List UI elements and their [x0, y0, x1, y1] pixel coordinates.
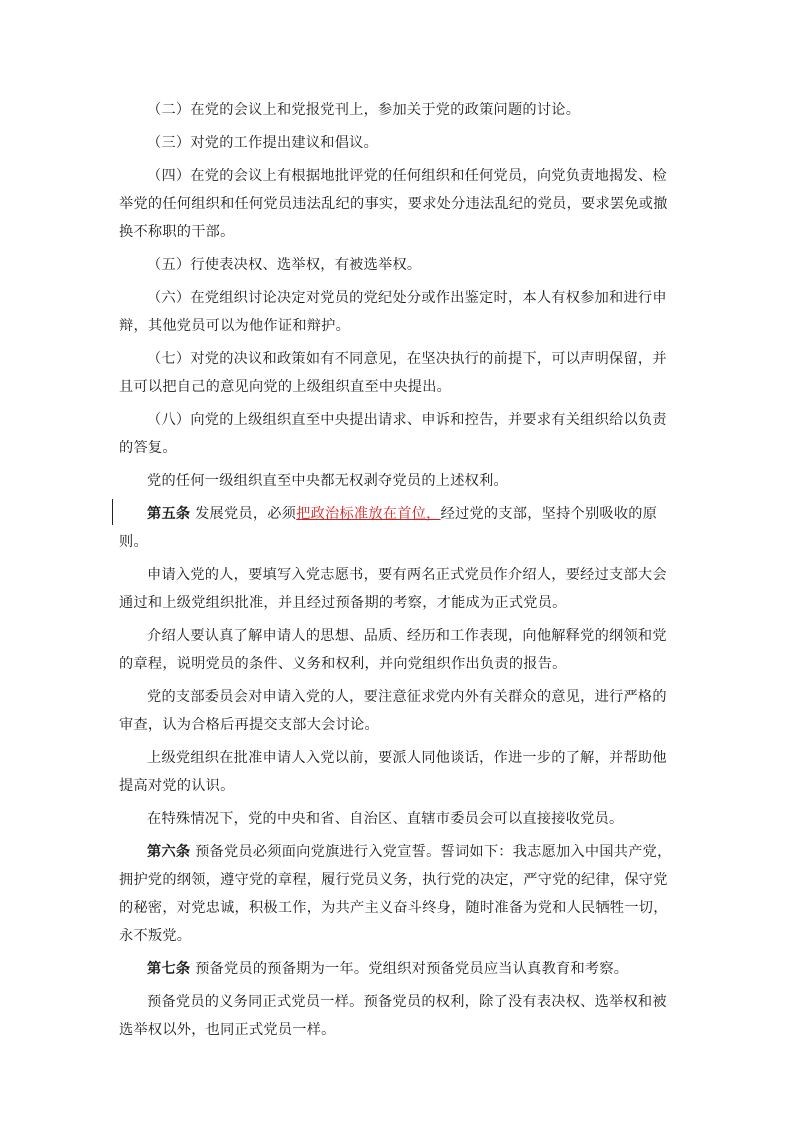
paragraph-special-cases: 在特殊情况下，党的中央和省、自治区、直辖市委员会可以直接接收党员。 — [147, 811, 624, 827]
paragraph-probationary-rights: 预备党员的义务同正式党员一样。预备党员的权利，除了没有表决权、选举权和被选举权以外，也同正式党员一样。 — [119, 994, 667, 1038]
paragraph-right-3: （三）对党的工作提出建议和倡议。 — [147, 135, 379, 151]
article-7-heading: 第七条 — [147, 961, 191, 977]
paragraph-right-7: （七）对党的决议和政策如有不同意见，在坚决执行的前提下，可以声明保留，并且可以把自己的意见向党的上级组织直至中央提出。 — [119, 351, 667, 395]
article-7 — [119, 955, 679, 983]
article-7-body: 预备党员的预备期为一年。党组织对预备党员应当认真教育和考察。 — [195, 961, 629, 977]
document-page — [119, 96, 679, 1049]
article-5-lead: 发展党员，必须 — [195, 506, 297, 522]
paragraph-introducer: 介绍人要认真了解申请人的思想、品质、经历和工作表现，向他解释党的纲领和党的章程，说明党员的条件、义务和权利，并向党组织作出负责的报告。 — [119, 628, 667, 672]
text-cursor — [112, 499, 113, 525]
paragraph-higher-approval: 上级党组织在批准申请人入党以前，要派人同他谈话，作进一步的了解，并帮助他提高对党的认识。 — [119, 750, 667, 794]
paragraph-branch-review: 党的支部委员会对申请入党的人，要注意征求党内外有关群众的意见，进行严格的审查，认为合格后再提交支部大会讨论。 — [119, 689, 667, 733]
article-5 — [119, 500, 679, 556]
paragraph-right-5: （五）行使表决权、选举权，有被选举权。 — [147, 257, 422, 273]
article-6-heading: 第六条 — [147, 844, 191, 860]
paragraph-right-6: （六）在党组织讨论决定对党员的党纪处分或作出鉴定时，本人有权参加和进行申辩，其他党员可以为他作证和辩护。 — [119, 290, 667, 334]
paragraph-right-2: （二）在党的会议上和党报党刊上，参加关于党的政策问题的讨论。 — [147, 102, 581, 118]
paragraph-right-8: （八）向党的上级组织直至中央提出请求、申诉和控告，并要求有关组织给以负责的答复。 — [119, 412, 667, 456]
article-6-body: 预备党员必须面向党旗进行入党宣誓。誓词如下：我志愿加入中国共产党，拥护党的纲领，遵守党的章程，履行党员义务，执行党的决定，严守党的纪律，保守党的秘密，对党忠诚，积极工作，为共产主义奋斗终身，随时准备为党和人民牺牲一切，永不叛党。 — [119, 844, 672, 944]
paragraph-application: 申请入党的人，要填写入党志愿书，要有两名正式党员作介绍人，要经过支部大会通过和上级党组织批准，并且经过预备期的考察，才能成为正式党员。 — [119, 567, 667, 611]
article-6 — [119, 838, 679, 950]
paragraph-right-4: （四）在党的会议上有根据地批评党的任何组织和任何党员，向党负责地揭发、检举党的任何组织和任何党员违法乱纪的事实，要求处分违法乱纪的党员，要求罢免或撤换不称职的干部。 — [119, 168, 668, 240]
article-5-heading: 第五条 — [147, 506, 191, 522]
article-5-highlight: 把政治标准放在首位， — [296, 506, 441, 522]
article-5-rest: 经过党的支部，坚持个别吸收的原则。 — [119, 506, 658, 550]
paragraph-rights-protection: 党的任何一级组织直至中央都无权剥夺党员的上述权利。 — [147, 473, 508, 489]
